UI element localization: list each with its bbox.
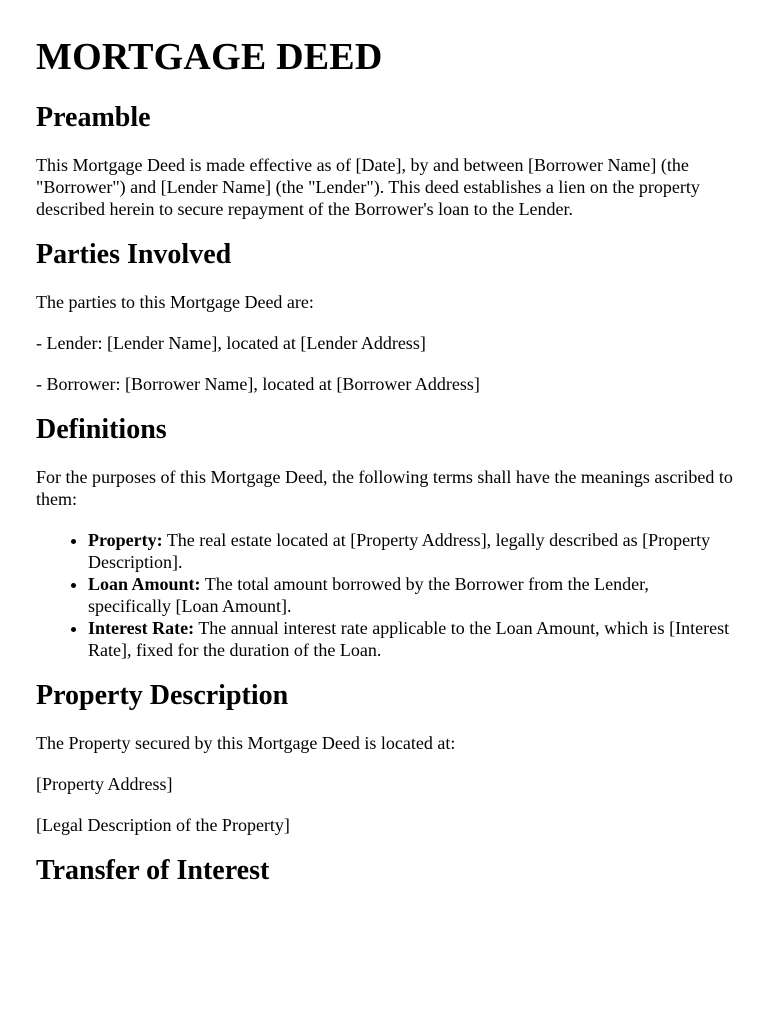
document-title: MORTGAGE DEED (36, 36, 383, 78)
property-address: [Property Address] (36, 774, 173, 794)
definition-text: The annual interest rate applicable to the Loan Amount, which is [Interest Rate], fixed for the duration of the Loan. (88, 618, 730, 660)
party-lender: - Lender: [Lender Name], located at [Lender Address] (36, 333, 426, 353)
definition-term: Loan Amount: (88, 574, 201, 594)
preamble-text: This Mortgage Deed is made effective as of [Date], by and between [Borrower Name] (the "Borrower") and [Lender Name] (the "Lender"). This deed establishes a lien on the property described herein to secure repayment of the Borrower's loan to the Lender. (36, 155, 700, 219)
property-description-intro: The Property secured by this Mortgage Deed is located at: (36, 733, 456, 753)
definition-item-property (88, 529, 734, 573)
definitions-intro: For the purposes of this Mortgage Deed, the following terms shall have the meanings ascribed to them: (36, 467, 733, 509)
section-parties (36, 239, 734, 395)
section-property-description (36, 680, 734, 836)
section-heading-parties: Parties Involved (36, 239, 232, 270)
parties-intro: The parties to this Mortgage Deed are: (36, 292, 314, 312)
definition-item-interest-rate (88, 617, 734, 661)
definition-text: The total amount borrowed by the Borrower from the Lender, specifically [Loan Amount]. (88, 574, 649, 616)
section-transfer-of-interest (36, 855, 734, 887)
definition-text: The real estate located at [Property Address], legally described as [Property Description]. (88, 530, 711, 572)
section-preamble (36, 102, 734, 220)
definition-term: Property: (88, 530, 163, 550)
definition-term: Interest Rate: (88, 618, 195, 638)
definition-item-loan-amount (88, 573, 734, 617)
section-heading-transfer-of-interest: Transfer of Interest (36, 855, 270, 886)
section-definitions (36, 414, 734, 661)
section-heading-definitions: Definitions (36, 414, 167, 445)
definitions-list (36, 529, 734, 661)
party-borrower: - Borrower: [Borrower Name], located at [Borrower Address] (36, 374, 480, 394)
section-heading-property-description: Property Description (36, 680, 289, 711)
property-legal-description: [Legal Description of the Property] (36, 815, 290, 835)
section-heading-preamble: Preamble (36, 102, 151, 133)
